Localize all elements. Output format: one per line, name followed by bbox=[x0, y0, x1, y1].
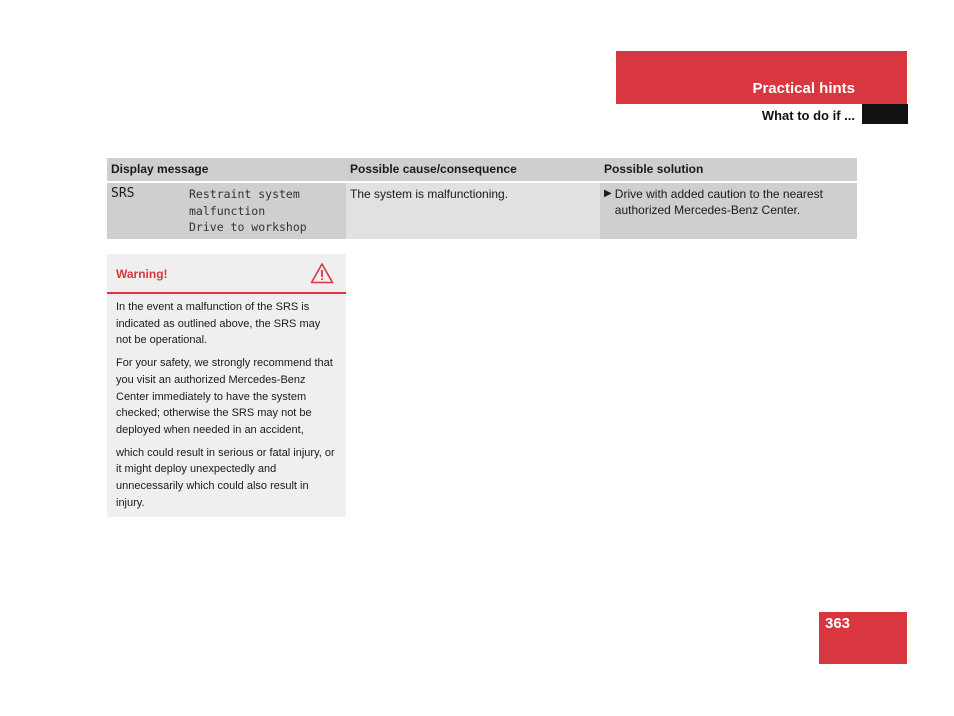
section-tab bbox=[616, 51, 907, 104]
warning-paragraph: In the event a malfunction of the SRS is indicated as outlined above, the SRS may not be operational. bbox=[116, 301, 321, 347]
display-message-table bbox=[107, 158, 857, 239]
display-line: malfunction bbox=[189, 203, 266, 218]
page-number: 363 bbox=[825, 615, 851, 632]
display-message-cell bbox=[107, 182, 346, 239]
table-row bbox=[107, 182, 857, 239]
cause-cell: The system is malfunctioning. bbox=[346, 182, 600, 239]
section-title: Practical hints bbox=[752, 80, 855, 97]
table-header-row bbox=[107, 158, 857, 182]
warning-paragraph: which could result in serious or fatal injury, or it might deploy unexpectedly and unnecessarily which could also result in injury. bbox=[116, 446, 335, 509]
warning-header bbox=[107, 254, 346, 294]
column-header-display-message: Display message bbox=[107, 158, 346, 182]
warning-triangle-icon bbox=[310, 262, 334, 284]
subsection-marker bbox=[862, 104, 908, 124]
subsection-title: What to do if ... bbox=[761, 108, 855, 123]
warning-body bbox=[107, 294, 346, 511]
solution-text: Drive with added caution to the nearest authorized Mercedes-Benz Center. bbox=[614, 187, 823, 217]
solution-cell bbox=[600, 182, 857, 239]
display-code: SRS bbox=[111, 186, 135, 201]
warning-box bbox=[107, 254, 346, 517]
warning-paragraph: For your safety, we strongly recommend that you visit an authorized Mercedes-Benz Center immediately to have the system checked; otherwise the SRS may not be deployed when needed in an accident, bbox=[116, 357, 333, 436]
display-text bbox=[189, 186, 307, 236]
display-line: Restraint system bbox=[189, 187, 300, 201]
column-header-possible-solution: Possible solution bbox=[600, 158, 857, 182]
display-line: Drive to workshop bbox=[189, 220, 307, 234]
warning-title: Warning! bbox=[116, 267, 168, 281]
page-number-tab bbox=[819, 612, 907, 664]
bullet-triangle-icon: ▶ bbox=[604, 188, 612, 199]
column-header-possible-cause: Possible cause/consequence bbox=[346, 158, 600, 182]
